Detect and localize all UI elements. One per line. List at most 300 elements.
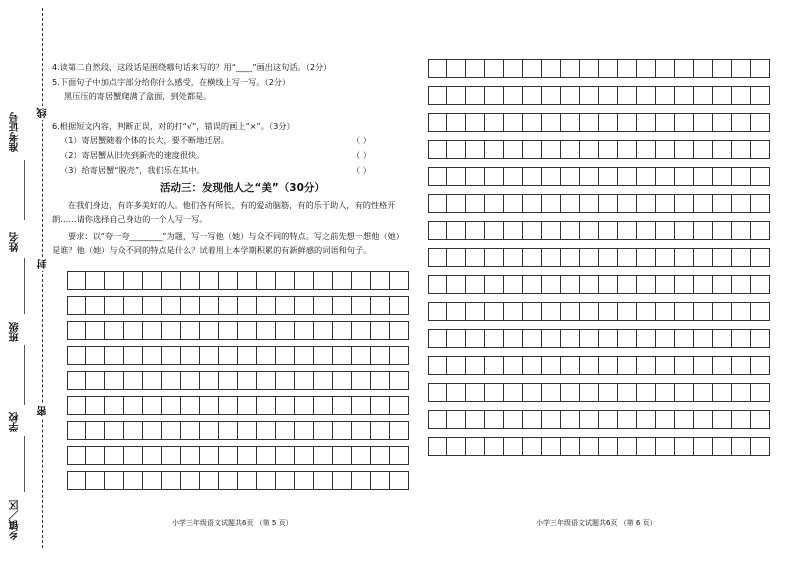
grid-cell[interactable] [656,383,675,402]
grid-cell[interactable] [542,59,561,78]
grid-cell[interactable] [485,86,504,105]
grid-cell[interactable] [732,329,751,348]
grid-cell[interactable] [314,471,333,490]
grid-cell[interactable] [694,275,713,294]
grid-cell[interactable] [675,113,694,132]
grid-cell[interactable] [447,59,466,78]
grid-cell[interactable] [219,396,238,415]
grid-cell[interactable] [238,396,257,415]
grid-cell[interactable] [523,113,542,132]
grid-cell[interactable] [466,86,485,105]
grid-cell[interactable] [599,410,618,429]
grid-cell[interactable] [447,356,466,375]
grid-cell[interactable] [599,329,618,348]
grid-cell[interactable] [656,302,675,321]
grid-cell[interactable] [447,86,466,105]
grid-cell[interactable] [675,248,694,267]
grid-cell[interactable] [466,113,485,132]
grid-cell[interactable] [143,446,162,465]
grid-cell[interactable] [542,140,561,159]
grid-cell[interactable] [428,59,447,78]
grid-cell[interactable] [276,421,295,440]
grid-cell[interactable] [542,356,561,375]
grid-cell[interactable] [599,59,618,78]
grid-cell[interactable] [219,471,238,490]
grid-cell[interactable] [257,396,276,415]
grid-cell[interactable] [428,437,447,456]
grid-cell[interactable] [86,446,105,465]
grid-cell[interactable] [200,471,219,490]
grid-cell[interactable] [751,59,770,78]
grid-cell[interactable] [637,356,656,375]
grid-cell[interactable] [238,371,257,390]
grid-cell[interactable] [333,471,352,490]
grid-cell[interactable] [694,113,713,132]
grid-cell[interactable] [523,194,542,213]
grid-cell[interactable] [200,346,219,365]
grid-cell[interactable] [447,275,466,294]
grid-cell[interactable] [238,471,257,490]
grid-cell[interactable] [219,346,238,365]
grid-cell[interactable] [580,302,599,321]
grid-cell[interactable] [314,296,333,315]
grid-cell[interactable] [257,446,276,465]
grid-cell[interactable] [561,329,580,348]
grid-cell[interactable] [751,437,770,456]
grid-cell[interactable] [637,275,656,294]
grid-cell[interactable] [238,296,257,315]
grid-cell[interactable] [466,275,485,294]
grid-cell[interactable] [504,383,523,402]
grid-cell[interactable] [542,329,561,348]
grid-cell[interactable] [428,302,447,321]
grid-cell[interactable] [713,140,732,159]
grid-cell[interactable] [732,356,751,375]
grid-cell[interactable] [428,86,447,105]
grid-cell[interactable] [143,346,162,365]
grid-cell[interactable] [352,271,371,290]
grid-cell[interactable] [390,371,409,390]
grid-cell[interactable] [523,140,542,159]
grid-cell[interactable] [618,410,637,429]
grid-cell[interactable] [428,113,447,132]
grid-cell[interactable] [257,371,276,390]
grid-cell[interactable] [542,302,561,321]
grid-cell[interactable] [637,410,656,429]
grid-cell[interactable] [219,321,238,340]
grid-cell[interactable] [333,446,352,465]
grid-cell[interactable] [162,321,181,340]
grid-cell[interactable] [390,421,409,440]
grid-cell[interactable] [713,410,732,429]
grid-cell[interactable] [447,410,466,429]
grid-cell[interactable] [637,248,656,267]
grid-cell[interactable] [219,446,238,465]
grid-cell[interactable] [656,329,675,348]
grid-cell[interactable] [675,383,694,402]
grid-cell[interactable] [219,371,238,390]
grid-cell[interactable] [561,437,580,456]
grid-cell[interactable] [485,113,504,132]
grid-cell[interactable] [618,194,637,213]
grid-cell[interactable] [751,248,770,267]
grid-cell[interactable] [295,271,314,290]
grid-cell[interactable] [371,396,390,415]
grid-cell[interactable] [257,296,276,315]
grid-cell[interactable] [656,113,675,132]
grid-cell[interactable] [732,86,751,105]
grid-cell[interactable] [200,421,219,440]
grid-cell[interactable] [485,221,504,240]
grid-cell[interactable] [561,86,580,105]
grid-cell[interactable] [751,356,770,375]
grid-cell[interactable] [428,221,447,240]
grid-cell[interactable] [143,471,162,490]
grid-cell[interactable] [656,437,675,456]
grid-cell[interactable] [314,346,333,365]
grid-cell[interactable] [504,356,523,375]
grid-cell[interactable] [371,371,390,390]
grid-cell[interactable] [599,221,618,240]
grid-cell[interactable] [124,271,143,290]
grid-cell[interactable] [466,221,485,240]
grid-cell[interactable] [713,113,732,132]
grid-cell[interactable] [618,59,637,78]
grid-cell[interactable] [485,167,504,186]
grid-cell[interactable] [732,437,751,456]
grid-cell[interactable] [371,321,390,340]
grid-cell[interactable] [276,371,295,390]
grid-cell[interactable] [105,471,124,490]
grid-cell[interactable] [580,167,599,186]
grid-cell[interactable] [542,113,561,132]
grid-cell[interactable] [276,346,295,365]
grid-cell[interactable] [561,167,580,186]
grid-cell[interactable] [143,321,162,340]
grid-cell[interactable] [466,248,485,267]
grid-cell[interactable] [124,471,143,490]
grid-cell[interactable] [580,140,599,159]
grid-cell[interactable] [542,383,561,402]
grid-cell[interactable] [466,437,485,456]
grid-cell[interactable] [561,194,580,213]
grid-cell[interactable] [694,59,713,78]
grid-cell[interactable] [751,86,770,105]
grid-cell[interactable] [713,329,732,348]
grid-cell[interactable] [561,113,580,132]
grid-cell[interactable] [314,446,333,465]
grid-cell[interactable] [428,248,447,267]
grid-cell[interactable] [504,329,523,348]
grid-cell[interactable] [656,86,675,105]
grid-cell[interactable] [295,396,314,415]
grid-cell[interactable] [694,329,713,348]
grid-cell[interactable] [580,86,599,105]
grid-cell[interactable] [694,383,713,402]
grid-cell[interactable] [428,167,447,186]
grid-cell[interactable] [732,302,751,321]
grid-cell[interactable] [656,194,675,213]
grid-cell[interactable] [542,275,561,294]
grid-cell[interactable] [143,421,162,440]
grid-cell[interactable] [447,113,466,132]
grid-cell[interactable] [314,371,333,390]
grid-cell[interactable] [276,321,295,340]
grid-cell[interactable] [371,346,390,365]
grid-cell[interactable] [523,221,542,240]
grid-cell[interactable] [580,410,599,429]
grid-cell[interactable] [523,329,542,348]
grid-cell[interactable] [466,356,485,375]
grid-cell[interactable] [751,383,770,402]
grid-cell[interactable] [219,271,238,290]
grid-cell[interactable] [675,356,694,375]
grid-cell[interactable] [580,437,599,456]
grid-cell[interactable] [447,302,466,321]
grid-cell[interactable] [466,329,485,348]
grid-cell[interactable] [428,194,447,213]
grid-cell[interactable] [257,471,276,490]
grid-cell[interactable] [314,396,333,415]
grid-cell[interactable] [200,396,219,415]
grid-cell[interactable] [637,383,656,402]
grid-cell[interactable] [751,410,770,429]
grid-cell[interactable] [637,86,656,105]
grid-cell[interactable] [86,396,105,415]
grid-cell[interactable] [86,346,105,365]
grid-cell[interactable] [599,140,618,159]
grid-cell[interactable] [428,329,447,348]
grid-cell[interactable] [86,471,105,490]
grid-cell[interactable] [599,113,618,132]
grid-cell[interactable] [67,471,86,490]
grid-cell[interactable] [447,329,466,348]
grid-cell[interactable] [447,140,466,159]
grid-cell[interactable] [295,421,314,440]
grid-cell[interactable] [219,421,238,440]
grid-cell[interactable] [656,356,675,375]
grid-cell[interactable] [523,59,542,78]
grid-cell[interactable] [713,356,732,375]
grid-cell[interactable] [257,346,276,365]
grid-cell[interactable] [181,471,200,490]
grid-cell[interactable] [86,271,105,290]
grid-cell[interactable] [333,296,352,315]
grid-cell[interactable] [124,396,143,415]
grid-cell[interactable] [618,86,637,105]
grid-cell[interactable] [295,471,314,490]
grid-cell[interactable] [276,396,295,415]
grid-cell[interactable] [466,383,485,402]
grid-cell[interactable] [599,275,618,294]
grid-cell[interactable] [523,383,542,402]
grid-cell[interactable] [732,59,751,78]
grid-cell[interactable] [333,321,352,340]
grid-cell[interactable] [561,59,580,78]
grid-cell[interactable] [618,356,637,375]
grid-cell[interactable] [713,437,732,456]
grid-cell[interactable] [162,421,181,440]
grid-cell[interactable] [428,383,447,402]
grid-cell[interactable] [485,302,504,321]
grid-cell[interactable] [276,271,295,290]
grid-cell[interactable] [200,446,219,465]
grid-cell[interactable] [713,275,732,294]
grid-cell[interactable] [352,471,371,490]
grid-cell[interactable] [599,248,618,267]
grid-cell[interactable] [694,167,713,186]
grid-cell[interactable] [713,167,732,186]
grid-cell[interactable] [561,275,580,294]
grid-cell[interactable] [504,167,523,186]
grid-cell[interactable] [219,296,238,315]
grid-cell[interactable] [561,410,580,429]
grid-cell[interactable] [732,248,751,267]
grid-cell[interactable] [105,396,124,415]
grid-cell[interactable] [504,302,523,321]
grid-cell[interactable] [428,410,447,429]
grid-cell[interactable] [656,275,675,294]
grid-cell[interactable] [618,383,637,402]
grid-cell[interactable] [637,437,656,456]
grid-cell[interactable] [485,248,504,267]
grid-cell[interactable] [295,296,314,315]
grid-cell[interactable] [276,446,295,465]
grid-cell[interactable] [504,86,523,105]
grid-cell[interactable] [675,221,694,240]
grid-cell[interactable] [675,275,694,294]
grid-cell[interactable] [523,248,542,267]
grid-cell[interactable] [504,113,523,132]
grid-cell[interactable] [447,248,466,267]
grid-cell[interactable] [181,446,200,465]
grid-cell[interactable] [637,59,656,78]
grid-cell[interactable] [523,275,542,294]
grid-cell[interactable] [105,421,124,440]
grid-cell[interactable] [694,86,713,105]
grid-cell[interactable] [561,302,580,321]
grid-cell[interactable] [637,140,656,159]
grid-cell[interactable] [86,321,105,340]
grid-cell[interactable] [675,86,694,105]
grid-cell[interactable] [542,248,561,267]
grid-cell[interactable] [656,59,675,78]
grid-cell[interactable] [181,296,200,315]
grid-cell[interactable] [428,356,447,375]
grid-cell[interactable] [314,321,333,340]
grid-cell[interactable] [352,446,371,465]
grid-cell[interactable] [428,140,447,159]
grid-cell[interactable] [124,421,143,440]
grid-cell[interactable] [485,410,504,429]
grid-cell[interactable] [618,275,637,294]
grid-cell[interactable] [143,271,162,290]
grid-cell[interactable] [314,421,333,440]
grid-cell[interactable] [580,221,599,240]
grid-cell[interactable] [485,356,504,375]
grid-cell[interactable] [523,86,542,105]
grid-cell[interactable] [637,329,656,348]
grid-cell[interactable] [618,113,637,132]
grid-cell[interactable] [181,421,200,440]
grid-cell[interactable] [86,421,105,440]
grid-cell[interactable] [656,410,675,429]
grid-cell[interactable] [105,371,124,390]
grid-cell[interactable] [618,437,637,456]
grid-cell[interactable] [371,296,390,315]
grid-cell[interactable] [390,321,409,340]
grid-cell[interactable] [257,421,276,440]
grid-cell[interactable] [542,221,561,240]
grid-cell[interactable] [618,140,637,159]
grid-cell[interactable] [542,86,561,105]
grid-cell[interactable] [732,383,751,402]
grid-cell[interactable] [447,194,466,213]
grid-cell[interactable] [599,194,618,213]
answer-paren-2[interactable]: （ ） [352,150,371,160]
grid-cell[interactable] [694,356,713,375]
grid-cell[interactable] [523,302,542,321]
writing-grid-right[interactable] [428,59,777,464]
grid-cell[interactable] [580,113,599,132]
grid-cell[interactable] [713,383,732,402]
grid-cell[interactable] [371,446,390,465]
grid-cell[interactable] [390,271,409,290]
grid-cell[interactable] [694,302,713,321]
grid-cell[interactable] [257,271,276,290]
grid-cell[interactable] [751,329,770,348]
grid-cell[interactable] [618,167,637,186]
grid-cell[interactable] [124,346,143,365]
grid-cell[interactable] [675,59,694,78]
grid-cell[interactable] [637,194,656,213]
grid-cell[interactable] [675,329,694,348]
grid-cell[interactable] [542,410,561,429]
grid-cell[interactable] [561,383,580,402]
grid-cell[interactable] [124,371,143,390]
grid-cell[interactable] [238,421,257,440]
grid-cell[interactable] [333,396,352,415]
grid-cell[interactable] [732,194,751,213]
grid-cell[interactable] [333,346,352,365]
grid-cell[interactable] [523,356,542,375]
grid-cell[interactable] [295,446,314,465]
grid-cell[interactable] [162,271,181,290]
grid-cell[interactable] [580,59,599,78]
grid-cell[interactable] [124,321,143,340]
grid-cell[interactable] [390,346,409,365]
writing-grid-left[interactable] [67,271,412,493]
grid-cell[interactable] [447,221,466,240]
grid-cell[interactable] [732,221,751,240]
grid-cell[interactable] [542,437,561,456]
grid-cell[interactable] [713,221,732,240]
grid-cell[interactable] [143,371,162,390]
grid-cell[interactable] [732,140,751,159]
grid-cell[interactable] [618,329,637,348]
grid-cell[interactable] [124,446,143,465]
grid-cell[interactable] [447,437,466,456]
grid-cell[interactable] [67,371,86,390]
grid-cell[interactable] [523,167,542,186]
grid-cell[interactable] [200,321,219,340]
grid-cell[interactable] [390,446,409,465]
grid-cell[interactable] [637,113,656,132]
grid-cell[interactable] [580,356,599,375]
grid-cell[interactable] [504,194,523,213]
grid-cell[interactable] [485,194,504,213]
grid-cell[interactable] [694,437,713,456]
